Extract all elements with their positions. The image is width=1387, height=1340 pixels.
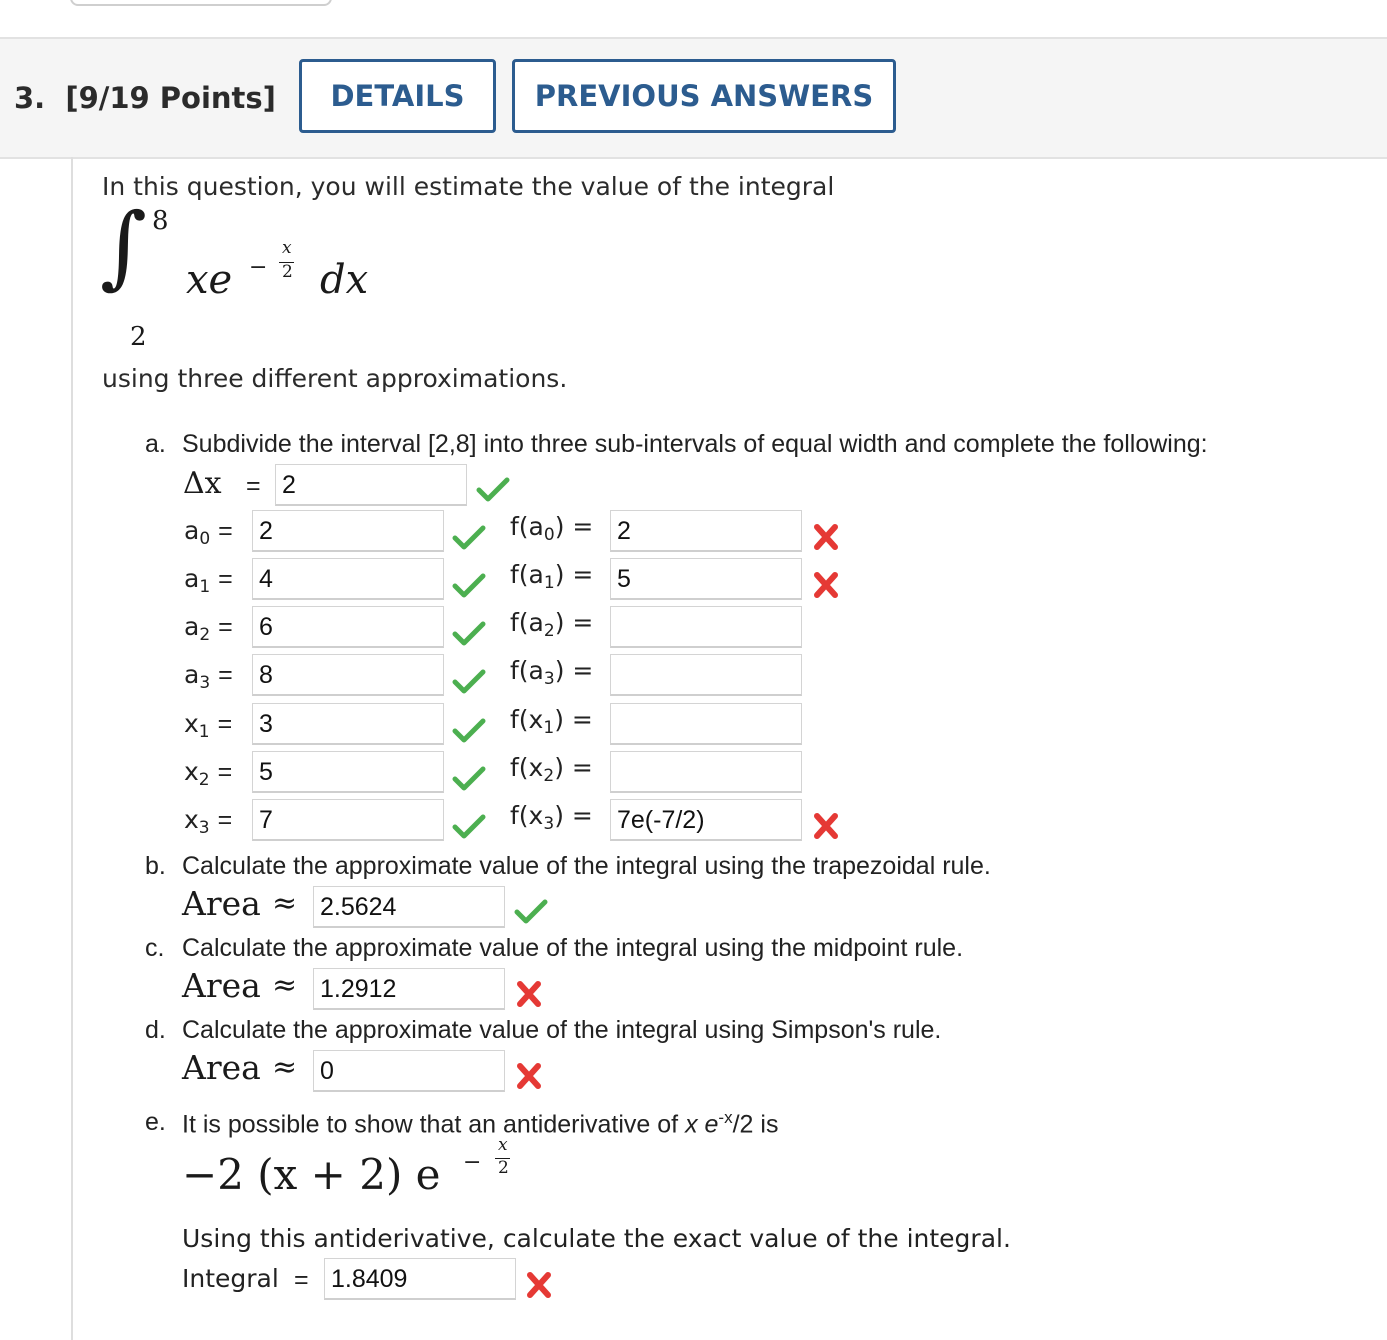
trapezoid-check-icon [514, 896, 548, 926]
cross-icon [809, 811, 843, 841]
simpson-area-input[interactable]: 0 [313, 1050, 505, 1092]
details-button[interactable]: DETAILS [299, 59, 496, 133]
function-value-input[interactable]: 5 [610, 558, 802, 600]
exponent-numerator: x [282, 238, 292, 258]
simpson-cross-icon [512, 1061, 546, 1091]
cross-icon [809, 570, 843, 600]
check-icon [452, 522, 486, 552]
part-b-letter: b. [145, 852, 166, 880]
left-var-label: $a_1$ = [184, 564, 233, 597]
antiderivative-base: −2 (x + 2) e [182, 1150, 441, 1199]
left-var-label: $x_3$ = [184, 805, 233, 838]
anti-exp-sign: − [463, 1150, 482, 1175]
intro-text: In this question, you will estimate the value of the integral [102, 172, 835, 201]
function-value-input[interactable]: 7e(-7/2) [610, 799, 802, 841]
function-value-input[interactable] [610, 703, 802, 745]
part-b-text: Calculate the approximate value of the integral using the trapezoidal rule. [182, 852, 991, 880]
left-value-input[interactable]: 5 [252, 751, 444, 793]
midpoint-cross-icon [512, 979, 546, 1009]
left-var-label: $x_2$ = [184, 757, 233, 790]
left-value-input[interactable]: 8 [252, 654, 444, 696]
exact-integral-cross-icon [522, 1270, 556, 1300]
delta-x-input[interactable]: 2 [275, 464, 467, 506]
left-value-input[interactable]: 4 [252, 558, 444, 600]
part-e-letter: e. [145, 1108, 166, 1136]
part-a-letter: a. [145, 430, 166, 458]
differential: dx [320, 257, 369, 303]
check-icon [452, 570, 486, 600]
function-value-input[interactable] [610, 606, 802, 648]
question-points: [9/19 Points] [65, 81, 276, 115]
part-d-text: Calculate the approximate value of the integral using Simpson's rule. [182, 1016, 942, 1044]
part-c-text: Calculate the approximate value of the integral using the midpoint rule. [182, 934, 964, 962]
part-c-letter: c. [145, 934, 165, 962]
left-value-input[interactable]: 7 [252, 799, 444, 841]
question-title [14, 81, 276, 115]
intro-text-2: using three different approximations. [102, 364, 568, 393]
check-icon [452, 811, 486, 841]
integral-equals: = [294, 1266, 309, 1294]
delta-x-label: Δx [183, 466, 222, 501]
left-value-input[interactable]: 2 [252, 510, 444, 552]
right-fn-label: $f(a_3)$ = [510, 656, 594, 689]
left-var-label: $x_1$ = [184, 709, 233, 742]
check-icon [452, 715, 486, 745]
delta-x-equals: = [246, 472, 261, 500]
right-fn-label: $f(x_2)$ = [510, 753, 593, 786]
exact-value-instruction: Using this antiderivative, calculate the exact value of the integral. [182, 1224, 1011, 1253]
anti-exp-denominator: 2 [498, 1158, 509, 1178]
check-icon [452, 618, 486, 648]
right-fn-label: $f(a_2)$ = [510, 608, 594, 641]
approx-sign-c: ≈ [272, 968, 298, 1003]
part-a-text: Subdivide the interval [2,8] into three sub-intervals of equal width and complete the following: [182, 430, 1208, 458]
check-icon [452, 763, 486, 793]
midpoint-area-input[interactable]: 1.2912 [313, 968, 505, 1010]
trapezoid-area-input[interactable]: 2.5624 [313, 886, 505, 928]
exponent-denominator: 2 [282, 262, 293, 282]
part-d-letter: d. [145, 1016, 166, 1044]
area-label-d: Area [182, 1048, 261, 1087]
function-value-input[interactable] [610, 751, 802, 793]
left-value-input[interactable]: 6 [252, 606, 444, 648]
left-var-label: $a_2$ = [184, 612, 233, 645]
cross-icon [809, 522, 843, 552]
part-e-text: It is possible to show that an antiderivative of x $e^{-x}/2$ is [182, 1108, 779, 1139]
integrand: xe [186, 257, 233, 303]
anti-exp-numerator: x [498, 1135, 508, 1155]
function-value-input[interactable]: 2 [610, 510, 802, 552]
integral-upper-limit: 8 [152, 206, 169, 236]
approx-sign-d: ≈ [272, 1050, 298, 1085]
question-body-rule [71, 157, 73, 1340]
right-fn-label: $f(a_1)$ = [510, 560, 594, 593]
function-value-input[interactable] [610, 654, 802, 696]
right-fn-label: $f(x_3)$ = [510, 801, 593, 834]
right-fn-label: $f(a_0)$ = [510, 512, 594, 545]
delta-x-check-icon [476, 474, 510, 504]
left-var-label: $a_3$ = [184, 660, 233, 693]
previous-tab-fragment [70, 0, 332, 6]
integral-lower-limit: 2 [130, 322, 147, 352]
area-label-c: Area [182, 966, 261, 1005]
approx-sign-b: ≈ [272, 886, 298, 921]
exponent-sign: − [249, 255, 268, 280]
area-label-b: Area [182, 884, 261, 923]
left-var-label: $a_0$ = [184, 516, 233, 549]
integral-sign: ∫ [100, 194, 147, 299]
right-fn-label: $f(x_1)$ = [510, 705, 593, 738]
check-icon [452, 666, 486, 696]
exact-integral-input[interactable]: 1.8409 [324, 1258, 516, 1300]
previous-answers-button[interactable]: PREVIOUS ANSWERS [512, 59, 896, 133]
integral-label: Integral [182, 1264, 279, 1293]
question-header [0, 37, 1387, 159]
question-number: 3. [14, 81, 46, 115]
left-value-input[interactable]: 3 [252, 703, 444, 745]
